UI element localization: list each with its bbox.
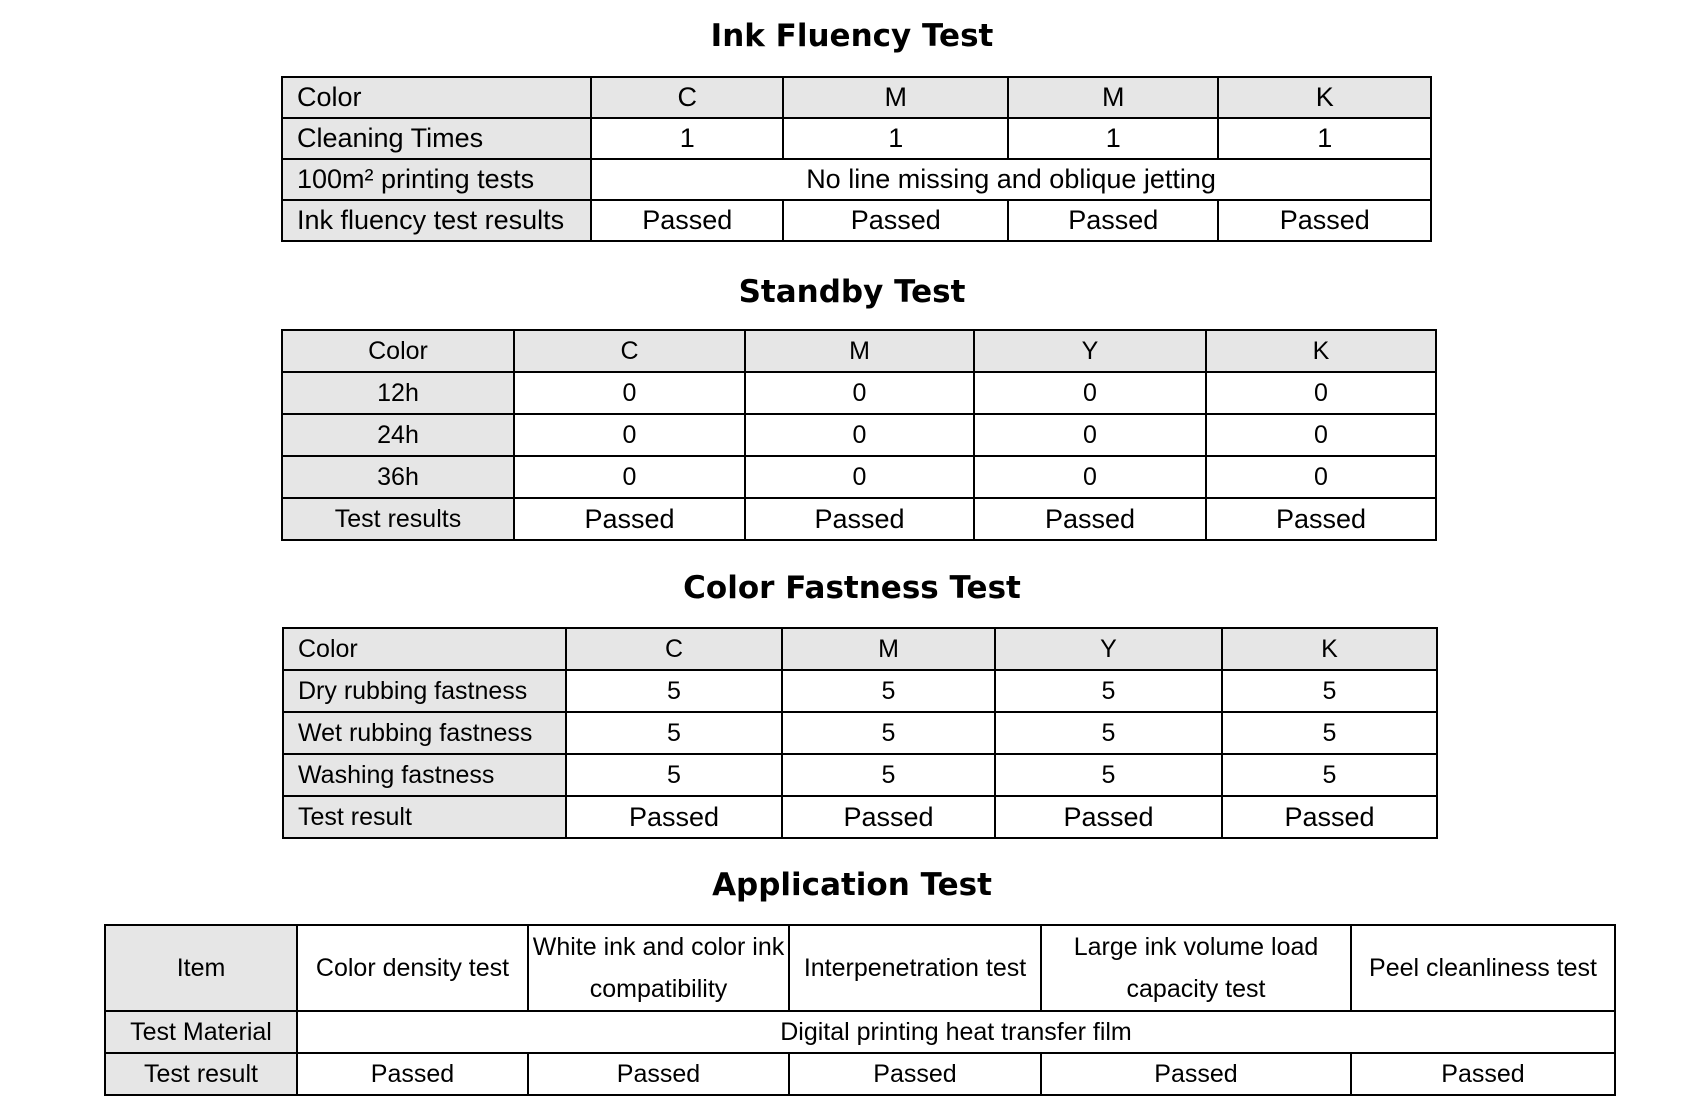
row-label: 100m² printing tests: [282, 159, 591, 200]
table-cell: 1: [1218, 118, 1431, 159]
table-row: [282, 456, 1436, 498]
application-title: Application Test: [712, 867, 992, 903]
table-cell: 0: [514, 414, 745, 456]
result-cell: Passed: [1041, 1053, 1351, 1095]
row-label: Test result: [105, 1053, 297, 1095]
table-cell: 0: [745, 414, 974, 456]
color-fastness-title: Color Fastness Test: [683, 570, 1021, 606]
table-row: [282, 414, 1436, 456]
merged-cell: Digital printing heat transfer film: [297, 1011, 1615, 1053]
color-header-cell: Y: [995, 628, 1222, 670]
item-header-cell: Large ink volume load capacity test: [1041, 925, 1351, 1011]
table-cell: 1: [591, 118, 783, 159]
result-cell: Passed: [783, 200, 1008, 241]
table-cell: 5: [995, 754, 1222, 796]
result-cell: Passed: [782, 796, 995, 838]
table-row-header: [105, 925, 1615, 1011]
color-header-cell: K: [1206, 330, 1436, 372]
row-label: Color: [282, 77, 591, 118]
row-label: Washing fastness: [283, 754, 566, 796]
result-cell: Passed: [1351, 1053, 1615, 1095]
result-cell: Passed: [995, 796, 1222, 838]
row-label: Item: [105, 925, 297, 1011]
table-cell: 5: [566, 754, 782, 796]
table-cell: 5: [1222, 670, 1437, 712]
result-cell: Passed: [1206, 498, 1436, 540]
table-row: [283, 712, 1437, 754]
table-row-cleaning: [282, 118, 1431, 159]
table-cell: 5: [995, 712, 1222, 754]
color-header-cell: M: [782, 628, 995, 670]
result-cell: Passed: [974, 498, 1206, 540]
row-label: Cleaning Times: [282, 118, 591, 159]
row-label: Color: [282, 330, 514, 372]
table-row-header: [283, 628, 1437, 670]
item-header-cell: Interpenetration test: [789, 925, 1041, 1011]
color-header-cell: M: [1008, 77, 1218, 118]
table-cell: 0: [745, 372, 974, 414]
table-row-results: [282, 200, 1431, 241]
ink-fluency-title: Ink Fluency Test: [710, 18, 994, 54]
row-label: 12h: [282, 372, 514, 414]
row-label: Ink fluency test results: [282, 200, 591, 241]
table-cell: 5: [1222, 754, 1437, 796]
table-cell: 0: [514, 456, 745, 498]
row-label: Wet rubbing fastness: [283, 712, 566, 754]
row-label: Test result: [283, 796, 566, 838]
table-row-results: [105, 1053, 1615, 1095]
table-cell: 5: [782, 712, 995, 754]
result-cell: Passed: [1218, 200, 1431, 241]
result-cell: Passed: [514, 498, 745, 540]
table-row: [282, 372, 1436, 414]
ink-fluency-table: [281, 76, 1432, 242]
item-header-cell: White ink and color ink compatibility: [528, 925, 789, 1011]
table-row-results: [283, 796, 1437, 838]
table-row-printing: [282, 159, 1431, 200]
standby-table: [281, 329, 1437, 541]
table-cell: 0: [974, 456, 1206, 498]
table-row-color: [282, 77, 1431, 118]
table-cell: 0: [514, 372, 745, 414]
result-cell: Passed: [297, 1053, 528, 1095]
result-cell: Passed: [745, 498, 974, 540]
item-header-cell: Peel cleanliness test: [1351, 925, 1615, 1011]
color-header-cell: C: [566, 628, 782, 670]
standby-title: Standby Test: [738, 274, 966, 310]
table-row: [283, 754, 1437, 796]
color-header-cell: K: [1218, 77, 1431, 118]
color-header-cell: K: [1222, 628, 1437, 670]
table-cell: 1: [1008, 118, 1218, 159]
result-cell: Passed: [789, 1053, 1041, 1095]
table-row: [283, 670, 1437, 712]
row-label: Test results: [282, 498, 514, 540]
row-label: Dry rubbing fastness: [283, 670, 566, 712]
table-cell: 5: [782, 670, 995, 712]
table-cell: 5: [1222, 712, 1437, 754]
table-row-results: [282, 498, 1436, 540]
table-cell: 5: [566, 712, 782, 754]
color-header-cell: C: [514, 330, 745, 372]
row-label: 36h: [282, 456, 514, 498]
table-cell: 0: [1206, 456, 1436, 498]
color-header-cell: M: [783, 77, 1008, 118]
table-row-material: [105, 1011, 1615, 1053]
result-cell: Passed: [528, 1053, 789, 1095]
table-cell: 0: [974, 372, 1206, 414]
result-cell: Passed: [1008, 200, 1218, 241]
table-cell: 5: [995, 670, 1222, 712]
color-header-cell: M: [745, 330, 974, 372]
application-table: [104, 924, 1616, 1096]
row-label: Color: [283, 628, 566, 670]
table-cell: 0: [1206, 414, 1436, 456]
result-cell: Passed: [591, 200, 783, 241]
merged-cell: No line missing and oblique jetting: [591, 159, 1431, 200]
table-cell: 0: [745, 456, 974, 498]
table-cell: 0: [1206, 372, 1436, 414]
result-cell: Passed: [566, 796, 782, 838]
item-header-cell: Color density test: [297, 925, 528, 1011]
color-header-cell: Y: [974, 330, 1206, 372]
row-label: 24h: [282, 414, 514, 456]
result-cell: Passed: [1222, 796, 1437, 838]
table-cell: 5: [782, 754, 995, 796]
table-cell: 1: [783, 118, 1008, 159]
table-cell: 5: [566, 670, 782, 712]
table-row-header: [282, 330, 1436, 372]
color-fastness-table: [282, 627, 1438, 839]
row-label: Test Material: [105, 1011, 297, 1053]
table-cell: 0: [974, 414, 1206, 456]
color-header-cell: C: [591, 77, 783, 118]
